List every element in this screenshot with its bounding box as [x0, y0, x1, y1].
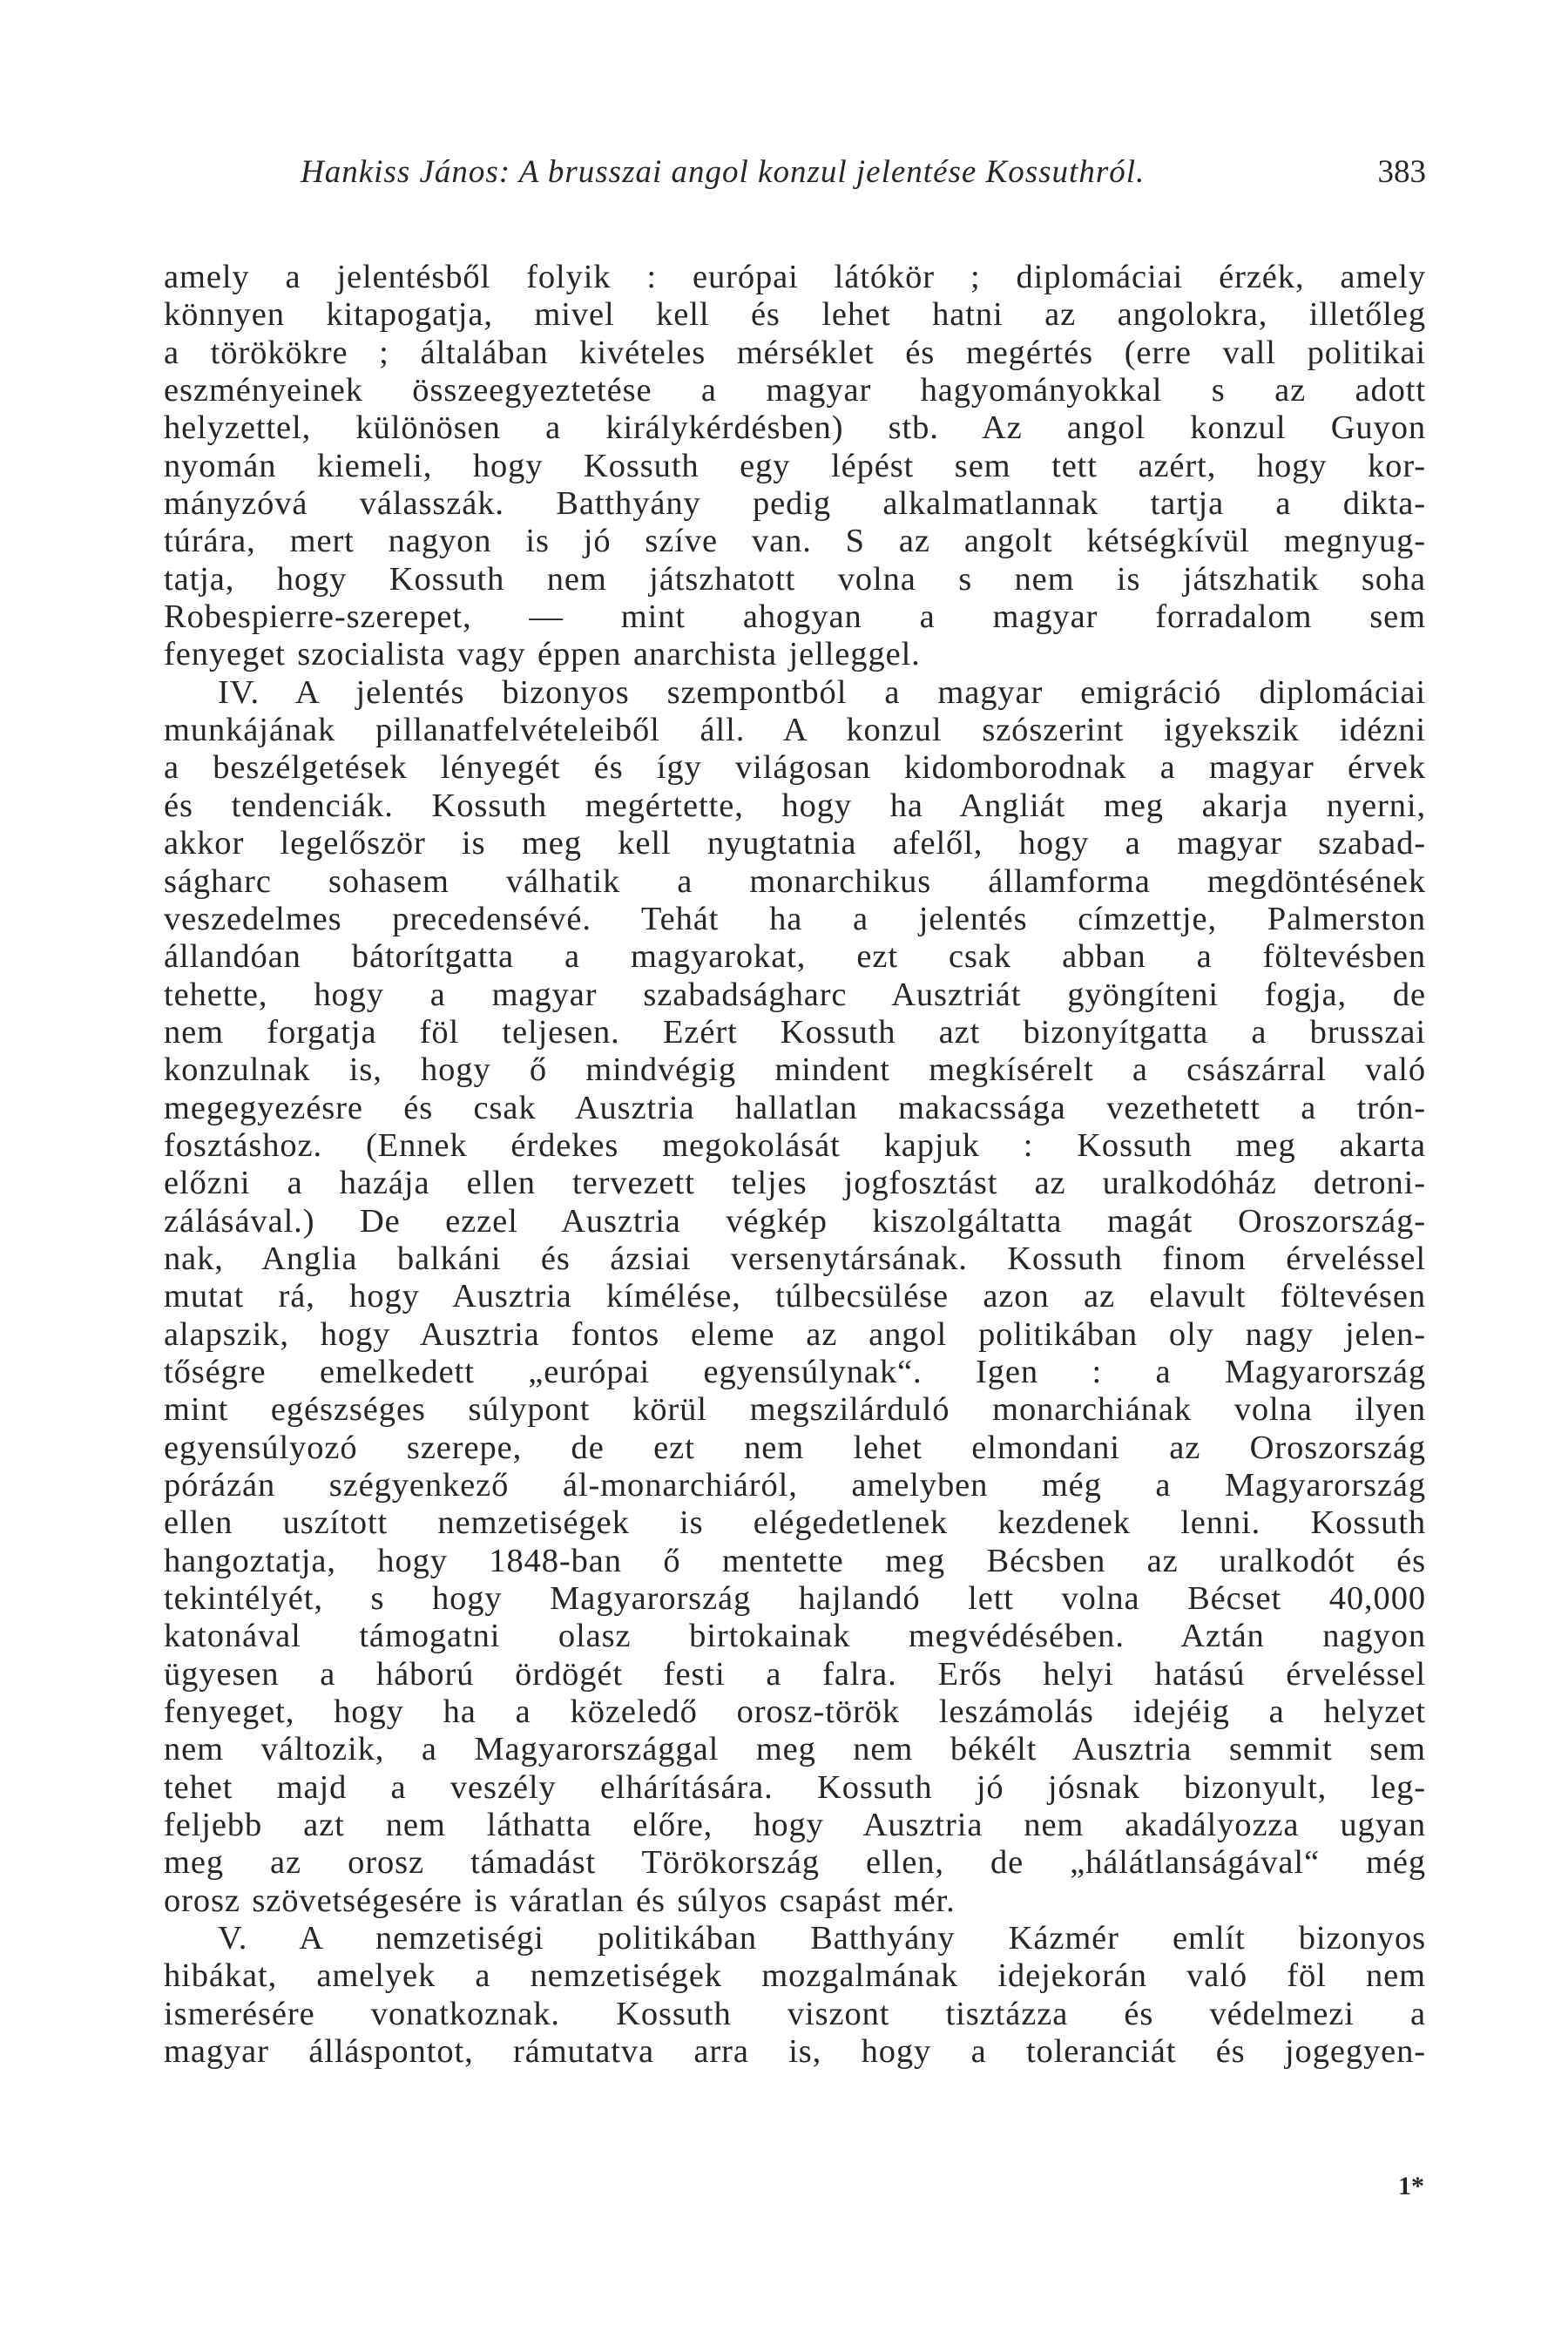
text-line: tatja, hogy Kossuth nem játszhatott volna s nem is játszhatik soha [164, 560, 1426, 598]
text-line: egyensúlyozó szerepe, de ezt nem lehet elmondani az Oroszország [164, 1429, 1426, 1466]
body-text [164, 259, 1426, 2072]
text-line: fenyeget szocialista vagy éppen anarchista jelleggel. [164, 636, 921, 673]
text-line: akkor legelőször is meg kell nyugtatnia afelől, hogy a magyar szabad- [164, 825, 1426, 862]
signature-mark: 1* [1398, 2172, 1424, 2200]
text-line: Robespierre-szerepet, — mint ahogyan a magyar forradalom sem [164, 598, 1426, 636]
text-line: és tendenciák. Kossuth megértette, hogy ha Angliát meg akarja nyerni, [164, 787, 1426, 824]
text-line: tekintélyét, s hogy Magyarország hajlandó lett volna Bécset 40,000 [164, 1580, 1426, 1618]
text-line: feljebb azt nem láthatta előre, hogy Ausztria nem akadályozza ugyan [164, 1807, 1426, 1844]
text-line: előzni a hazája ellen tervezett teljes jogfosztást az uralkodóház detroni- [164, 1165, 1426, 1202]
text-line: fosztáshoz. (Ennek érdekes megokolását kapjuk : Kossuth meg akarta [164, 1126, 1426, 1164]
text-line: a beszélgetések lényegét és így világosan kidomborodnak a magyar érvek [164, 749, 1426, 787]
paragraph-start-line: V. A nemzetiségi politikában Batthyány Kázmér említ bizonyos [218, 1920, 1426, 1957]
text-line: ismerésére vonatkoznak. Kossuth viszont tisztázza és védelmezi a [164, 1995, 1426, 2032]
text-line: veszedelmes precedensévé. Tehát ha a jelentés címzettje, Palmerston [164, 900, 1426, 937]
text-line: megegyezésre és csak Ausztria hallatlan makacssága vezethetett a trón- [164, 1089, 1426, 1126]
text-line: mint egészséges súlypont körül megszilárduló monarchiának volna ilyen [164, 1391, 1426, 1429]
text-line: ellen uszított nemzetiségek is elégedetlenek kezdenek lenni. Kossuth [164, 1504, 1426, 1542]
text-line: fenyeget, hogy ha a közeledő orosz-török leszámolás idejéig a helyzet [164, 1693, 1426, 1731]
text-line: nem változik, a Magyarországgal meg nem békélt Ausztria semmit sem [164, 1731, 1426, 1768]
text-line: nak, Anglia balkáni és ázsiai versenytársának. Kossuth finom érveléssel [164, 1240, 1426, 1277]
text-line: állandóan bátorítgatta a magyarokat, ezt csak abban a föltevésben [164, 938, 1426, 976]
text-line: tőségre emelkedett „európai egyensúlynak“. Igen : a Magyarország [164, 1353, 1426, 1390]
text-line: alapszik, hogy Ausztria fontos eleme az angol politikában oly nagy jelen- [164, 1315, 1426, 1353]
text-line: a törökökre ; általában kivételes mérséklet és megértés (erre vall politikai [164, 334, 1426, 371]
text-line: tehette, hogy a magyar szabadságharc Ausztriát gyöngíteni fogja, de [164, 976, 1426, 1013]
paragraph-start-line: IV. A jelentés bizonyos szempontból a magyar emigráció diplomáciai [218, 673, 1426, 711]
text-line: nyomán kiemeli, hogy Kossuth egy lépést sem tett azért, hogy kor- [164, 447, 1426, 484]
text-line: amely a jelentésből folyik : európai látókör ; diplomáciai érzék, amely [164, 259, 1426, 295]
text-line: magyar álláspontot, rámutatva arra is, hogy a toleranciát és jogegyen- [164, 2033, 1426, 2071]
text-line: meg az orosz támadást Törökország ellen, de „hálátlanságával“ még [164, 1844, 1426, 1882]
text-line: konzulnak is, hogy ő mindvégig mindent megkísérelt a császárral való [164, 1051, 1426, 1089]
text-line: tehet majd a veszély elhárítására. Kossuth jó jósnak bizonyult, leg- [164, 1768, 1426, 1806]
running-header-title: Hankiss János: A brusszai angol konzul jelentése Kossuthról. [301, 154, 1146, 190]
text-line: hibákat, amelyek a nemzetiségek mozgalmának idejekorán való föl nem [164, 1957, 1426, 1995]
text-line: túrára, mert nagyon is jó szíve van. S az angolt kétségkívül megnyug- [164, 523, 1426, 560]
text-line: könnyen kitapogatja, mivel kell és lehet hatni az angolokra, illetőleg [164, 296, 1426, 334]
text-line: zálásával.) De ezzel Ausztria végkép kiszolgáltatta magát Oroszország- [164, 1202, 1426, 1240]
text-line: ügyesen a háború ördögét festi a falra. Erős helyi hatású érveléssel [164, 1655, 1426, 1693]
text-line: eszményeinek összeegyeztetése a magyar hagyományokkal s az adott [164, 372, 1426, 409]
text-line: munkájának pillanatfelvételeiből áll. A konzul szószerint igyekszik idézni [164, 712, 1426, 749]
text-line: mutat rá, hogy Ausztria kímélése, túlbecsülése azon az elavult föltevésen [164, 1278, 1426, 1315]
text-line: katonával támogatni olasz birtokainak megvédésében. Aztán nagyon [164, 1618, 1426, 1655]
running-header [301, 146, 1426, 199]
text-line: mányzóvá válasszák. Batthyány pedig alkalmatlannak tartja a dikta- [164, 485, 1426, 523]
text-line: orosz szövetségesére is váratlan és súlyos csapást mér. [164, 1882, 956, 1919]
text-line: nem forgatja föl teljesen. Ezért Kossuth azt bizonyítgatta a brusszai [164, 1013, 1426, 1051]
text-line: helyzettel, különösen a királykérdésben) stb. Az angol konzul Guyon [164, 409, 1426, 447]
text-line: ságharc sohasem válhatik a monarchikus államforma megdöntésének [164, 862, 1426, 900]
text-line: pórázán szégyenkező ál-monarchiáról, amelyben még a Magyarország [164, 1467, 1426, 1504]
text-line: hangoztatja, hogy 1848-ban ő mentette meg Bécsben az uralkodót és [164, 1542, 1426, 1579]
page-number: 383 [1377, 154, 1426, 190]
